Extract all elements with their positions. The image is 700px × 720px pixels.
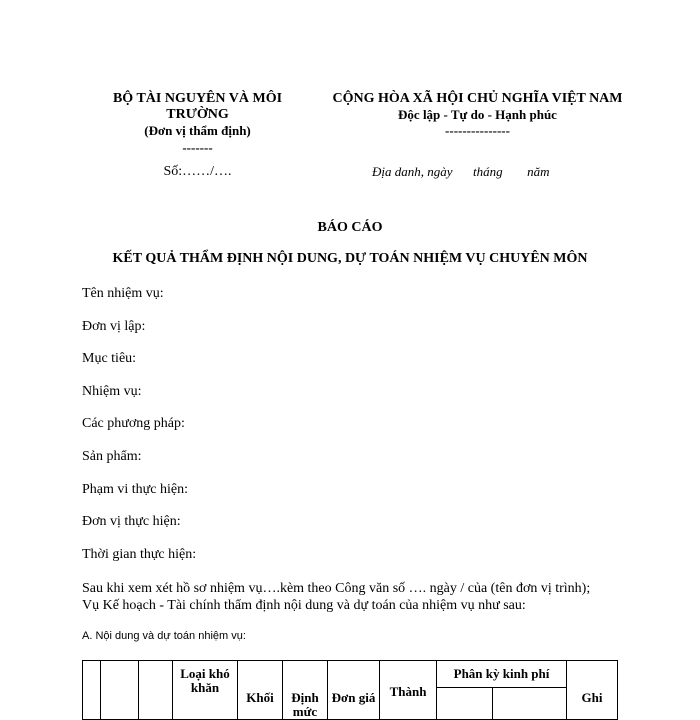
field-mission: Nhiệm vụ: <box>82 384 142 399</box>
table-cell-phase-1 <box>437 687 493 719</box>
table-header-volume: Khối <box>238 661 283 720</box>
document-number: Số:……/…. <box>163 164 232 179</box>
table-header-notes: Ghi <box>567 661 618 720</box>
table-cell-phase-2 <box>493 687 567 719</box>
left-divider: ------- <box>182 140 213 155</box>
report-subtitle: KẾT QUẢ THẨM ĐỊNH NỘI DUNG, DỰ TOÁN NHIỆM VỤ CHUYÊN MÔN <box>112 251 588 266</box>
org-name-line2: TRƯỜNG <box>166 107 229 122</box>
field-methods: Các phương pháp: <box>82 416 185 431</box>
field-duration: Thời gian thực hiện: <box>82 547 197 562</box>
field-objective: Mục tiêu: <box>82 351 137 366</box>
field-prepared-by: Đơn vị lập: <box>82 319 146 334</box>
country-name: CỘNG HÒA XÃ HỘI CHỦ NGHĨA VIỆT NAM <box>332 91 623 106</box>
table-header-phasing: Phân kỳ kinh phí <box>437 661 567 688</box>
table-cell-content <box>101 661 139 720</box>
table-cell-unit <box>139 661 173 720</box>
field-implementer: Đơn vị thực hiện: <box>82 514 181 529</box>
table-header-amount: Thành <box>380 661 437 720</box>
place-date <box>372 164 550 180</box>
table-cell-stt <box>83 661 101 720</box>
table-header-unit-price: Đơn giá <box>328 661 380 720</box>
month-label: tháng <box>473 164 503 179</box>
field-task-name: Tên nhiệm vụ: <box>82 286 164 301</box>
right-divider: --------------- <box>445 123 510 138</box>
field-products: Sản phẩm: <box>82 449 142 464</box>
appraisal-unit: (Đơn vị thẩm định) <box>144 123 251 138</box>
budget-table <box>82 660 618 720</box>
table-header-norm: Định mức <box>283 661 328 720</box>
year-label: năm <box>527 164 550 179</box>
paragraph-line1: Sau khi xem xét hồ sơ nhiệm vụ….kèm theo Công văn số …. ngày / của (tên đơn vị trình); <box>82 581 591 596</box>
place-date-label: Địa danh, ngày <box>372 164 453 179</box>
table-header-difficulty: Loại khó khăn <box>173 661 238 720</box>
paragraph-line2: Vụ Kế hoạch - Tài chính thẩm định nội dung và dự toán của nhiệm vụ như sau: <box>82 598 526 613</box>
section-a-heading: A. Nội dung và dự toán nhiệm vụ: <box>82 630 246 642</box>
national-motto: Độc lập - Tự do - Hạnh phúc <box>398 107 557 122</box>
org-name-line1: BỘ TÀI NGUYÊN VÀ MÔI <box>112 91 283 106</box>
field-scope: Phạm vi thực hiện: <box>82 482 188 497</box>
report-title: BÁO CÁO <box>317 220 383 235</box>
